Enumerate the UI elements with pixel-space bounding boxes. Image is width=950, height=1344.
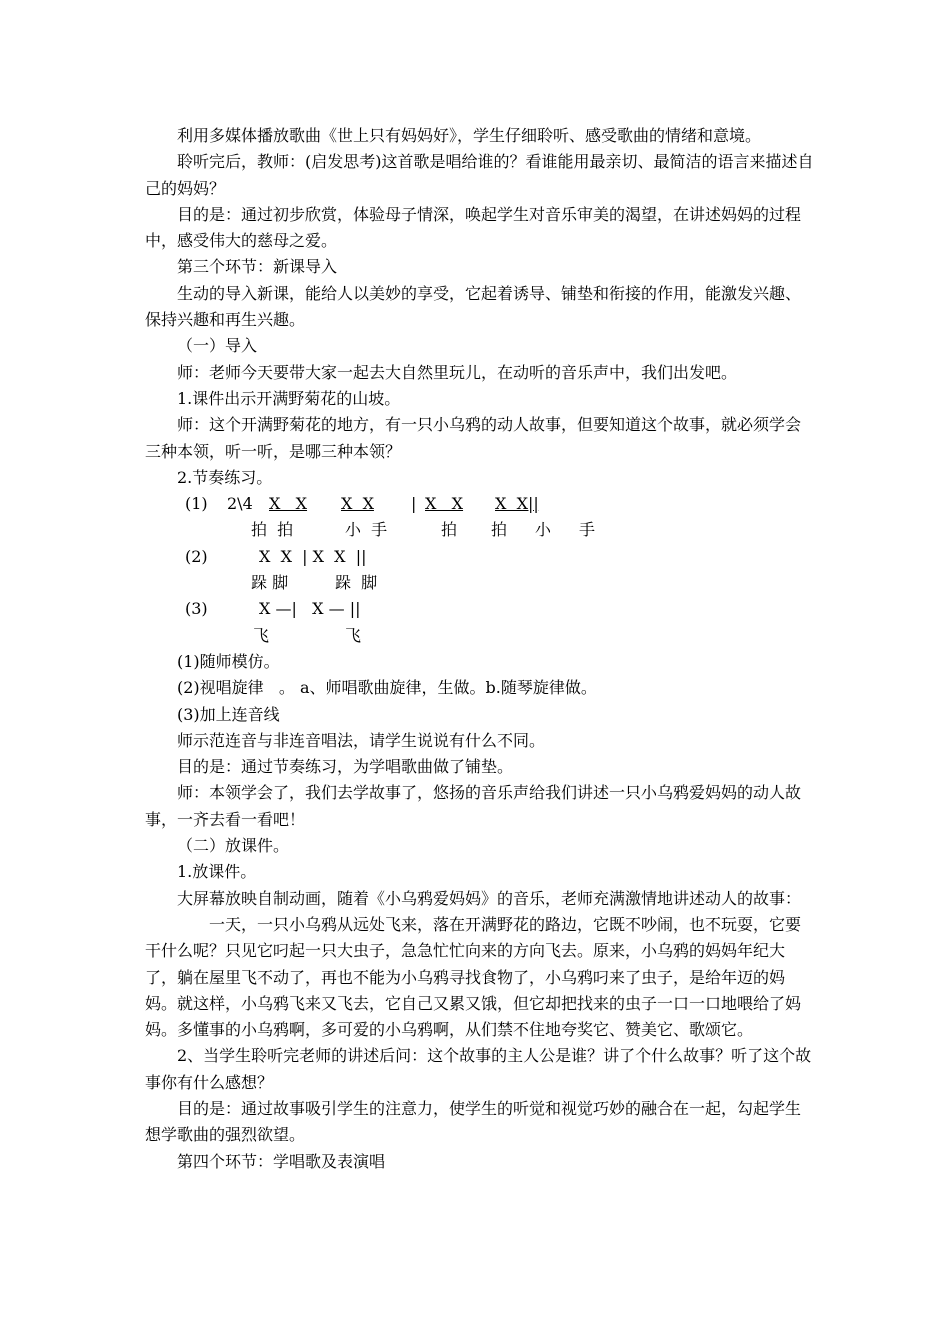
rhythm-line-2 bbox=[145, 544, 815, 570]
step-item: (1)随师模仿。 bbox=[177, 651, 280, 671]
lyric: 拍 拍 bbox=[251, 520, 294, 540]
lyric-line-3 bbox=[145, 623, 815, 649]
paragraph: 2、当学生聆听完老师的讲述后问：这个故事的主人公是谁？讲了个什么故事？听了这个故事你有什么感想？ bbox=[145, 1046, 812, 1092]
lyric: 跺 脚 bbox=[335, 573, 378, 593]
rhythm-number: (2) bbox=[185, 546, 208, 566]
lyric-line-2 bbox=[145, 570, 815, 596]
rhythm-notes: X X bbox=[425, 494, 464, 514]
step-item: (3)加上连音线 bbox=[177, 704, 280, 724]
paragraph: 目的是：通过初步欣赏，体验母子情深，唤起学生对音乐审美的渴望，在讲述妈妈的过程中，感受伟大的慈母之爱。 bbox=[145, 204, 802, 251]
rhythm-number: (3) bbox=[185, 599, 208, 619]
rhythm-notes: X X bbox=[269, 494, 308, 514]
document-page bbox=[145, 123, 815, 1175]
rhythm-notes: X X bbox=[341, 494, 374, 514]
lyric: 跺 脚 bbox=[251, 573, 289, 593]
paragraph: 2.节奏练习。 bbox=[177, 467, 273, 487]
lyric-line-1 bbox=[145, 517, 815, 543]
rhythm-number: (1) bbox=[185, 494, 208, 514]
lyric: 拍 bbox=[491, 520, 508, 540]
lyric: 飞 bbox=[345, 625, 362, 645]
rhythm-notes: X X|| bbox=[495, 494, 539, 514]
paragraph: 生动的导入新课，能给人以美妙的享受，它起着诱导、铺垫和衔接的作用，能激发兴趣、保持兴趣和再生兴趣。 bbox=[145, 283, 802, 330]
paragraph: 目的是：通过故事吸引学生的注意力，使学生的听觉和视觉巧妙的融合在一起，勾起学生想学歌曲的强烈欲望。 bbox=[145, 1098, 802, 1145]
paragraph: 目的是：通过节奏练习，为学唱歌曲做了铺垫。 bbox=[177, 757, 514, 777]
bar-line: | bbox=[411, 494, 417, 514]
lyric: 飞 bbox=[253, 625, 270, 645]
paragraph: 聆听完后，教师：(启发思考)这首歌是唱给谁的？看谁能用最亲切、最简洁的语言来描述自己的妈妈？ bbox=[145, 152, 814, 198]
story-paragraph: 一天，一只小乌鸦从远处飞来，落在开满野花的路边，它既不吵闹，也不玩耍，它要干什么呢？只见它叼起一只大虫子，急急忙忙向来的方向飞去。原来，小乌鸦的妈妈年纪大了，躺在屋里飞不动了，再也不能为小乌鸦寻找食物了，小乌鸦叼来了虫子，是给年迈的妈妈。就这样，小乌鸦飞来又飞去，它自己又累又饿，但它却把找来的虫子一口一口地喂给了妈妈。多懂事的小乌鸦啊，多可爱的小乌鸦啊，从们禁不住地夸奖它、赞美它、歌颂它。 bbox=[145, 914, 802, 1040]
lyric: 手 bbox=[579, 520, 596, 540]
rhythm-line-1 bbox=[145, 491, 815, 517]
time-signature: 2\4 bbox=[227, 494, 253, 514]
lyric: 拍 bbox=[441, 520, 458, 540]
paragraph: 师：本领学会了，我们去学故事了，悠扬的音乐声给我们讲述一只小乌鸦爱妈妈的动人故事，一齐去看一看吧！ bbox=[145, 783, 802, 829]
lyric: 小 手 bbox=[345, 520, 388, 540]
rhythm-notes: X —| X — || bbox=[259, 599, 361, 619]
paragraph: 师：这个开满野菊花的地方，有一只小乌鸦的动人故事，但要知道这个故事，就必须学会三种本领，听一听，是哪三种本领？ bbox=[145, 415, 802, 461]
subsection-heading: （一）导入 bbox=[177, 336, 258, 356]
rhythm-notes: X X | X X || bbox=[259, 546, 367, 566]
paragraph: 1.课件出示开满野菊花的山坡。 bbox=[177, 388, 401, 408]
paragraph: 利用多媒体播放歌曲《世上只有妈妈好》，学生仔细聆听、感受歌曲的情绪和意境。 bbox=[177, 126, 762, 145]
section-heading: 第四个环节：学唱歌及表演唱 bbox=[177, 1151, 386, 1171]
paragraph: 大屏幕放映自制动画，随着《小乌鸦爱妈妈》的音乐，老师充满激情地讲述动人的故事： bbox=[177, 888, 802, 908]
paragraph: 师：老师今天要带大家一起去大自然里玩儿，在动听的音乐声中，我们出发吧。 bbox=[177, 362, 738, 382]
section-heading: 第三个环节：新课导入 bbox=[177, 257, 338, 277]
subsection-heading: （二）放课件。 bbox=[177, 836, 290, 856]
lyric: 小 bbox=[535, 520, 552, 540]
paragraph: 1.放课件。 bbox=[177, 862, 257, 882]
rhythm-line-3 bbox=[145, 596, 815, 622]
paragraph: 师示范连音与非连音唱法，请学生说说有什么不同。 bbox=[177, 730, 546, 750]
step-item: (2)视唱旋律 。 a、师唱歌曲旋律，生做。b.随琴旋律做。 bbox=[177, 678, 597, 698]
